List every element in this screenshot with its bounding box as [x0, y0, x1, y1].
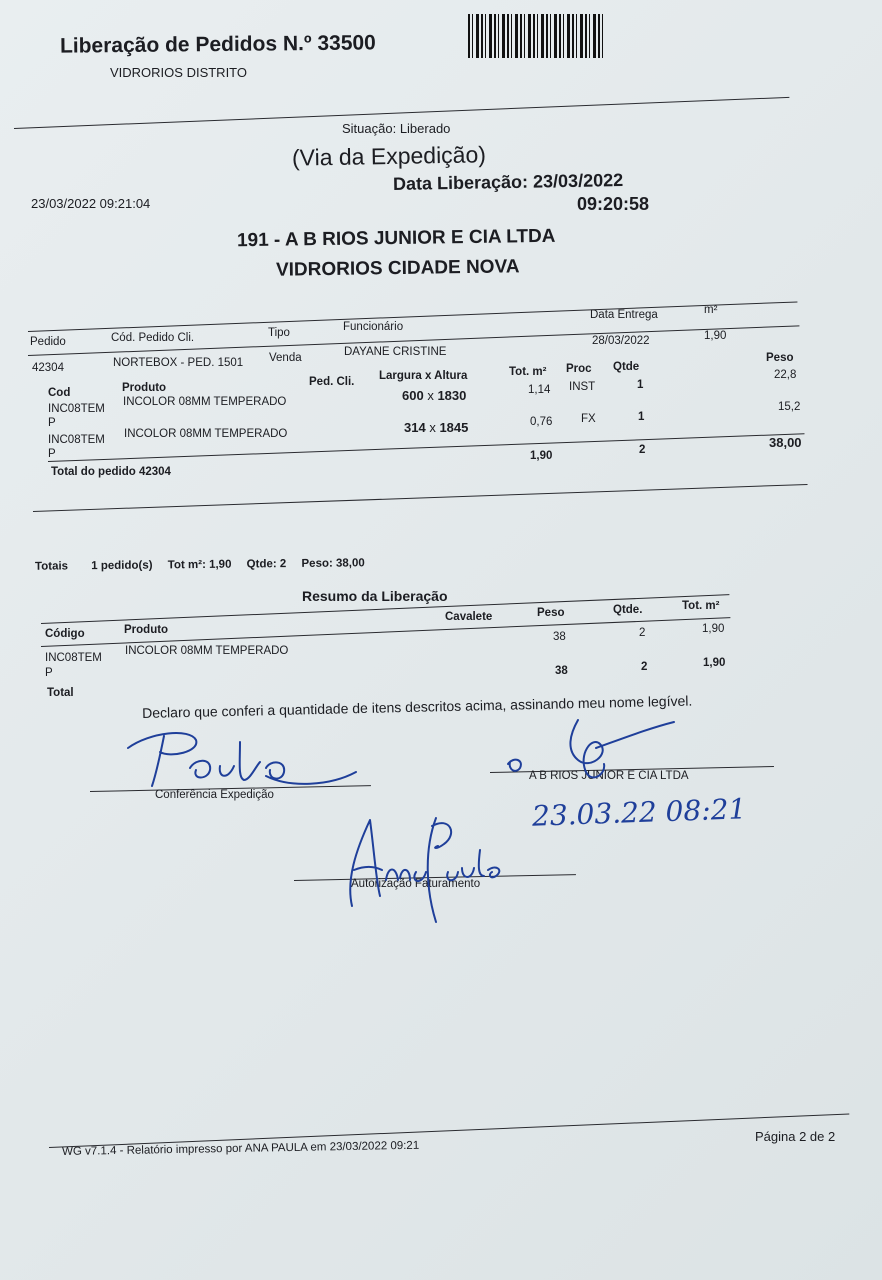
totals-row: [35, 557, 365, 572]
summary-total-peso: 38: [555, 665, 568, 677]
col-cod: Cod: [48, 387, 71, 399]
footer-line: [49, 1113, 849, 1148]
signature-paulo: [120, 722, 360, 794]
declaration-text: Declaro que conferi a quantidade de itens descritos acima, assinando meu nome legível.: [142, 692, 693, 721]
summary-qtde: 2: [639, 627, 646, 639]
client-name: 191 - A B RIOS JUNIOR E CIA LTDA: [236, 225, 556, 252]
item-2-dimensions: 314 x 1845: [404, 420, 469, 435]
items-total-qtde: 2: [639, 444, 646, 456]
items-total-m2: 1,90: [530, 450, 553, 462]
printed-by: WG v7.1.4 - Relatório impresso por ANA PAULA em 23/03/2022 09:21: [62, 1139, 420, 1158]
item-1-qtde: 1: [637, 379, 644, 391]
col-peso: Peso: [766, 352, 794, 364]
item-2-produto: INCOLOR 08MM TEMPERADO: [124, 428, 288, 440]
totals-peso: Peso: 38,00: [301, 557, 365, 570]
summary-total-m2: 1,90: [703, 657, 726, 669]
release-date-label: Data Liberação:: [392, 171, 529, 195]
col-tot-m2: Tot. m²: [509, 366, 547, 378]
signature-client: [500, 714, 680, 786]
item-2-largura: 314: [404, 420, 426, 435]
order-tipo: Venda: [269, 352, 302, 364]
col-qtde: Qtde: [613, 361, 640, 373]
totals-label: Totais: [34, 560, 69, 573]
col-cod-pedido-cli: Cód. Pedido Cli.: [111, 332, 195, 344]
item-2-cod-suffix: P: [48, 448, 56, 460]
col-pedido: Pedido: [30, 336, 66, 348]
summary-col-qtde: Qtde.: [613, 604, 643, 616]
situation-status: Situação: Liberado: [342, 121, 451, 136]
release-time: 09:20:58: [577, 194, 650, 214]
summary-col-produto: Produto: [124, 624, 169, 636]
release-date: [393, 170, 623, 195]
item-1-dimensions: 600 x 1830: [402, 388, 467, 403]
copy-type: (Via da Expedição): [291, 141, 487, 171]
barcode: [468, 14, 606, 58]
item-2-cod: INC08TEM: [48, 434, 105, 446]
summary-col-peso: Peso: [537, 607, 565, 619]
print-datetime: 23/03/2022 09:21:04: [31, 196, 151, 211]
summary-title: Resumo da Liberação: [302, 588, 448, 604]
col-proc: Proc: [566, 363, 592, 375]
item-1-proc: INST: [569, 381, 596, 393]
client-signature-label: A B RIOS JUNIOR E CIA LTDA: [529, 770, 689, 782]
summary-col-cavalete: Cavalete: [445, 611, 493, 623]
totals-m2: Tot m²: 1,90: [167, 558, 232, 572]
col-ped-cli: Ped. Cli.: [309, 376, 355, 388]
autorizacao-label: Autorização Faturamento: [351, 878, 481, 890]
item-2-proc: FX: [581, 413, 596, 425]
item-1-produto: INCOLOR 08MM TEMPERADO: [123, 396, 287, 408]
col-tipo: Tipo: [268, 327, 290, 339]
item-1-largura: 600: [402, 388, 424, 403]
col-data-entrega: Data Entrega: [590, 309, 658, 321]
order-total-label: Total do pedido 42304: [51, 466, 171, 478]
handwritten-date: 23.03.22 08:21: [531, 792, 747, 833]
signature-ana-paula: [340, 810, 540, 928]
totals-qtde: Qtde: 2: [246, 558, 287, 571]
client-branch: VIDRORIOS CIDADE NOVA: [275, 256, 520, 281]
conferencia-label: Conferência Expedição: [155, 789, 274, 801]
order-top-line: [28, 301, 797, 332]
document-title: Liberação de Pedidos N.º 33500: [59, 31, 376, 58]
summary-col-tot-m2: Tot. m²: [682, 600, 720, 612]
item-2-tot-m2: 0,76: [530, 416, 553, 428]
summary-col-codigo: Código: [45, 628, 85, 640]
item-1-cod: INC08TEM: [48, 403, 105, 415]
summary-total-qtde: 2: [641, 661, 648, 673]
release-date-value: 23/03/2022: [532, 169, 624, 192]
company-name: VIDRORIOS DISTRITO: [110, 65, 247, 80]
items-total-peso: 38,00: [769, 435, 802, 450]
col-m2: m²: [704, 304, 718, 316]
order-pedido: 42304: [32, 362, 64, 374]
order-funcionario: DAYANE CRISTINE: [344, 346, 447, 358]
item-1-tot-m2: 1,14: [528, 384, 551, 396]
summary-codigo-suffix: P: [45, 667, 53, 679]
order-cod-pedido-cli: NORTEBOX - PED. 1501: [113, 357, 244, 369]
page-number: Página 2 de 2: [755, 1129, 836, 1144]
item-1-cod-suffix: P: [48, 417, 56, 429]
item-2-qtde: 1: [638, 411, 645, 423]
order-bottom-line: [33, 484, 808, 512]
item-2-peso: 15,2: [778, 401, 801, 413]
item-1-peso: 22,8: [774, 369, 797, 381]
order-data-entrega: 28/03/2022: [592, 335, 650, 347]
col-largura-altura: Largura x Altura: [379, 370, 468, 382]
summary-codigo: INC08TEM: [45, 652, 102, 664]
summary-produto: INCOLOR 08MM TEMPERADO: [125, 645, 289, 657]
summary-tot-m2: 1,90: [702, 623, 725, 635]
summary-peso: 38: [553, 631, 566, 643]
order-m2: 1,90: [704, 330, 727, 342]
item-1-altura: 1830: [437, 388, 467, 403]
summary-total-label: Total: [47, 687, 74, 699]
col-produto: Produto: [122, 382, 167, 394]
totals-pedidos: 1 pedido(s): [91, 559, 153, 573]
col-funcionario: Funcionário: [343, 321, 404, 333]
item-2-altura: 1845: [439, 420, 469, 435]
